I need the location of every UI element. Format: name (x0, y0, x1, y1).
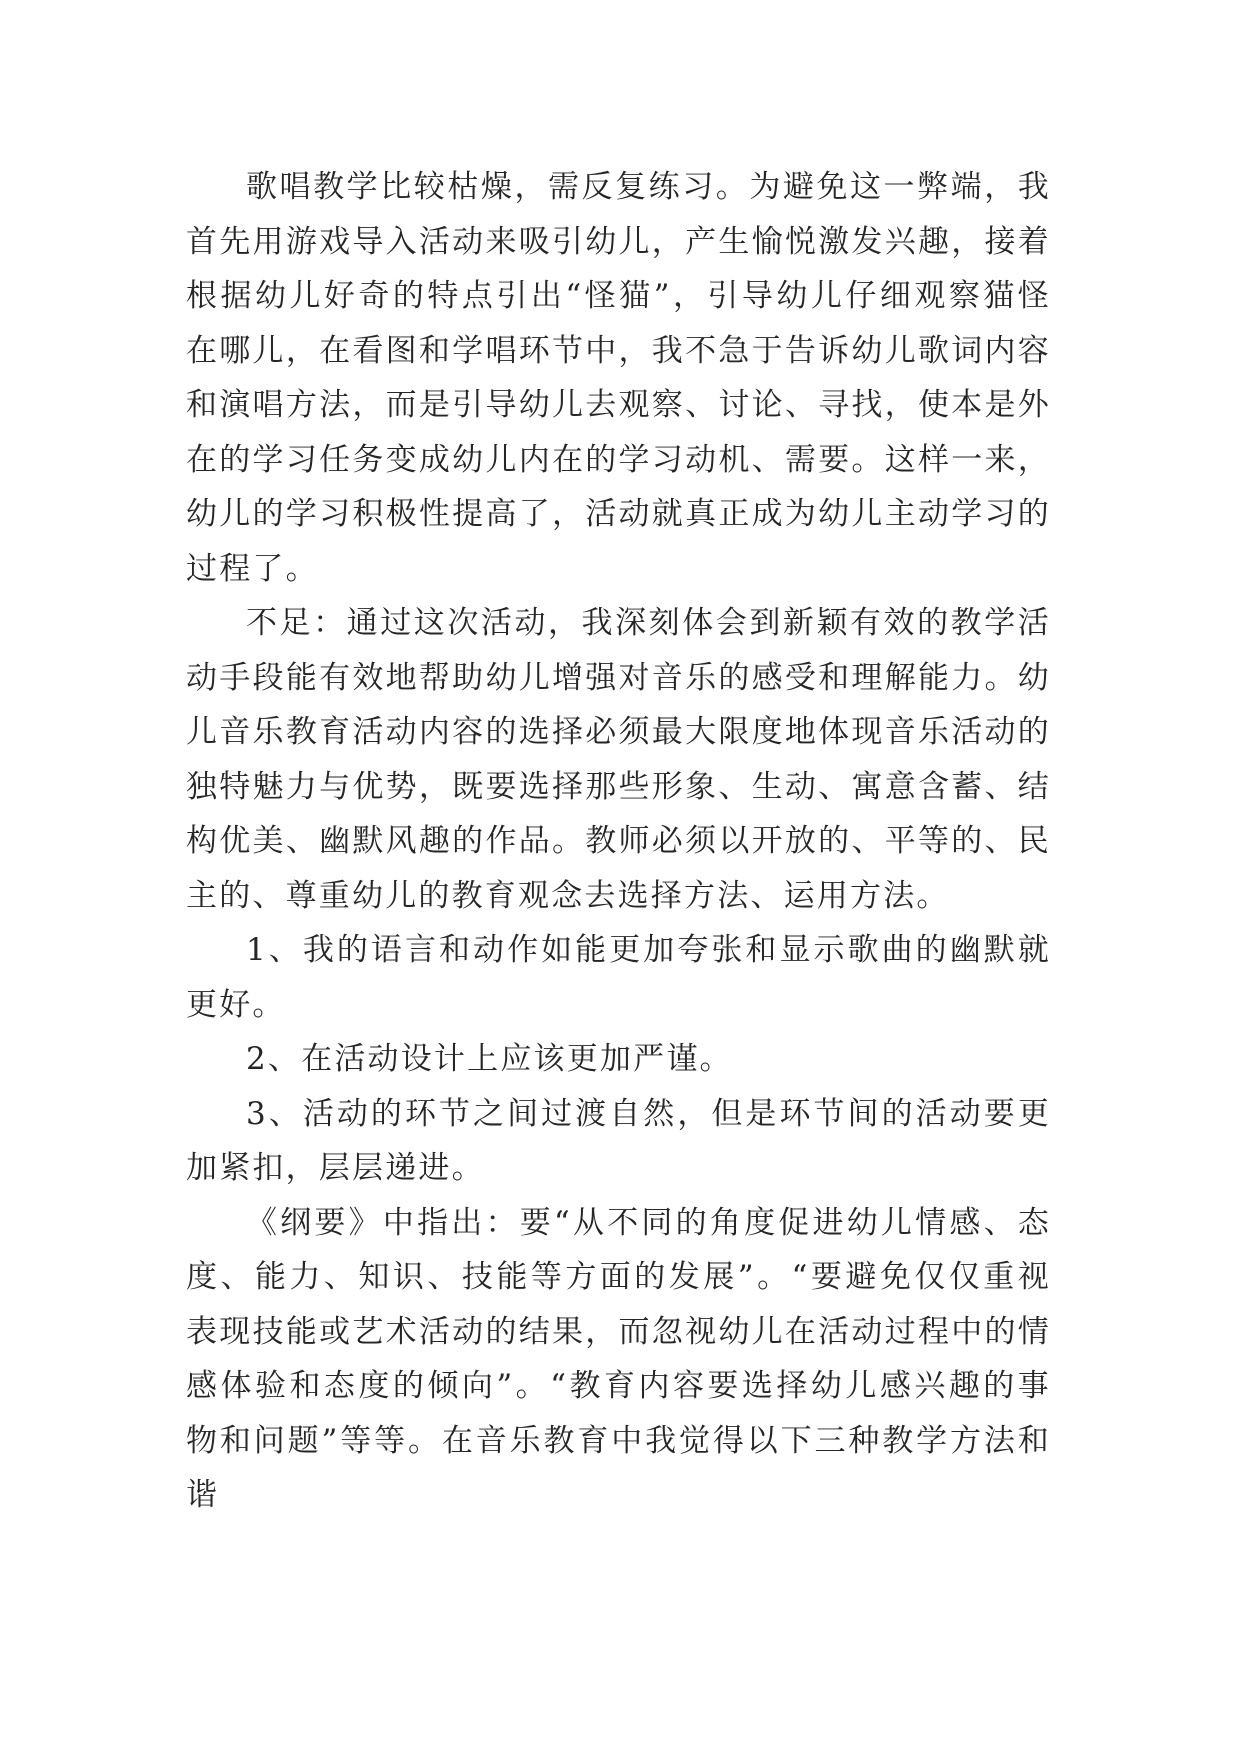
paragraph-singing-teaching: 歌唱教学比较枯燥，需反复练习。为避免这一弊端，我首先用游戏导入活动来吸引幼儿，产生愉悦激发兴趣，接着根据幼儿好奇的特点引出“怪猫”，引导幼儿仔细观察猫怪在哪儿，在看图和学唱环节中，我不急于告诉幼儿歌词内容和演唱方法，而是引导幼儿去观察、讨论、寻找，使本是外在的学习任务变成幼儿内在的学习动机、需要。这样一来，幼儿的学习积极性提高了，活动就真正成为幼儿主动学习的过程了。 (186, 169, 1051, 587)
paragraph-shortcomings: 不足：通过这次活动，我深刻体会到新颖有效的教学活动手段能有效地帮助幼儿增强对音乐的感受和理解能力。幼儿音乐教育活动内容的选择必须最大限度地体现音乐活动的独特魅力与优势，既要选择那些形象、生动、寓意含蓄、结构优美、幽默风趣的作品。教师必须以开放的、平等的、民主的、尊重幼儿的教育观念去选择方法、运用方法。 (186, 605, 1051, 914)
paragraph-point-2: 2、在活动设计上应该更加严谨。 (246, 1041, 733, 1077)
paragraph-outline-quote: 《纲要》中指出：要“从不同的角度促进幼儿情感、态度、能力、知识、技能等方面的发展”。“要避免仅仅重视表现技能或艺术活动的结果，而忽视幼儿在活动过程中的情感体验和态度的倾向”。“教育内容要选择幼儿感兴趣的事物和问题”等等。在音乐教育中我觉得以下三种教学方法和谐 (186, 1204, 1051, 1513)
paragraph-point-1: 1、我的语言和动作如能更加夸张和显示歌曲的幽默就更好。 (186, 932, 1051, 1023)
document-body (186, 160, 1051, 1523)
paragraph-point-3: 3、活动的环节之间过渡自然，但是环节间的活动要更加紧扣，层层递进。 (186, 1095, 1051, 1186)
